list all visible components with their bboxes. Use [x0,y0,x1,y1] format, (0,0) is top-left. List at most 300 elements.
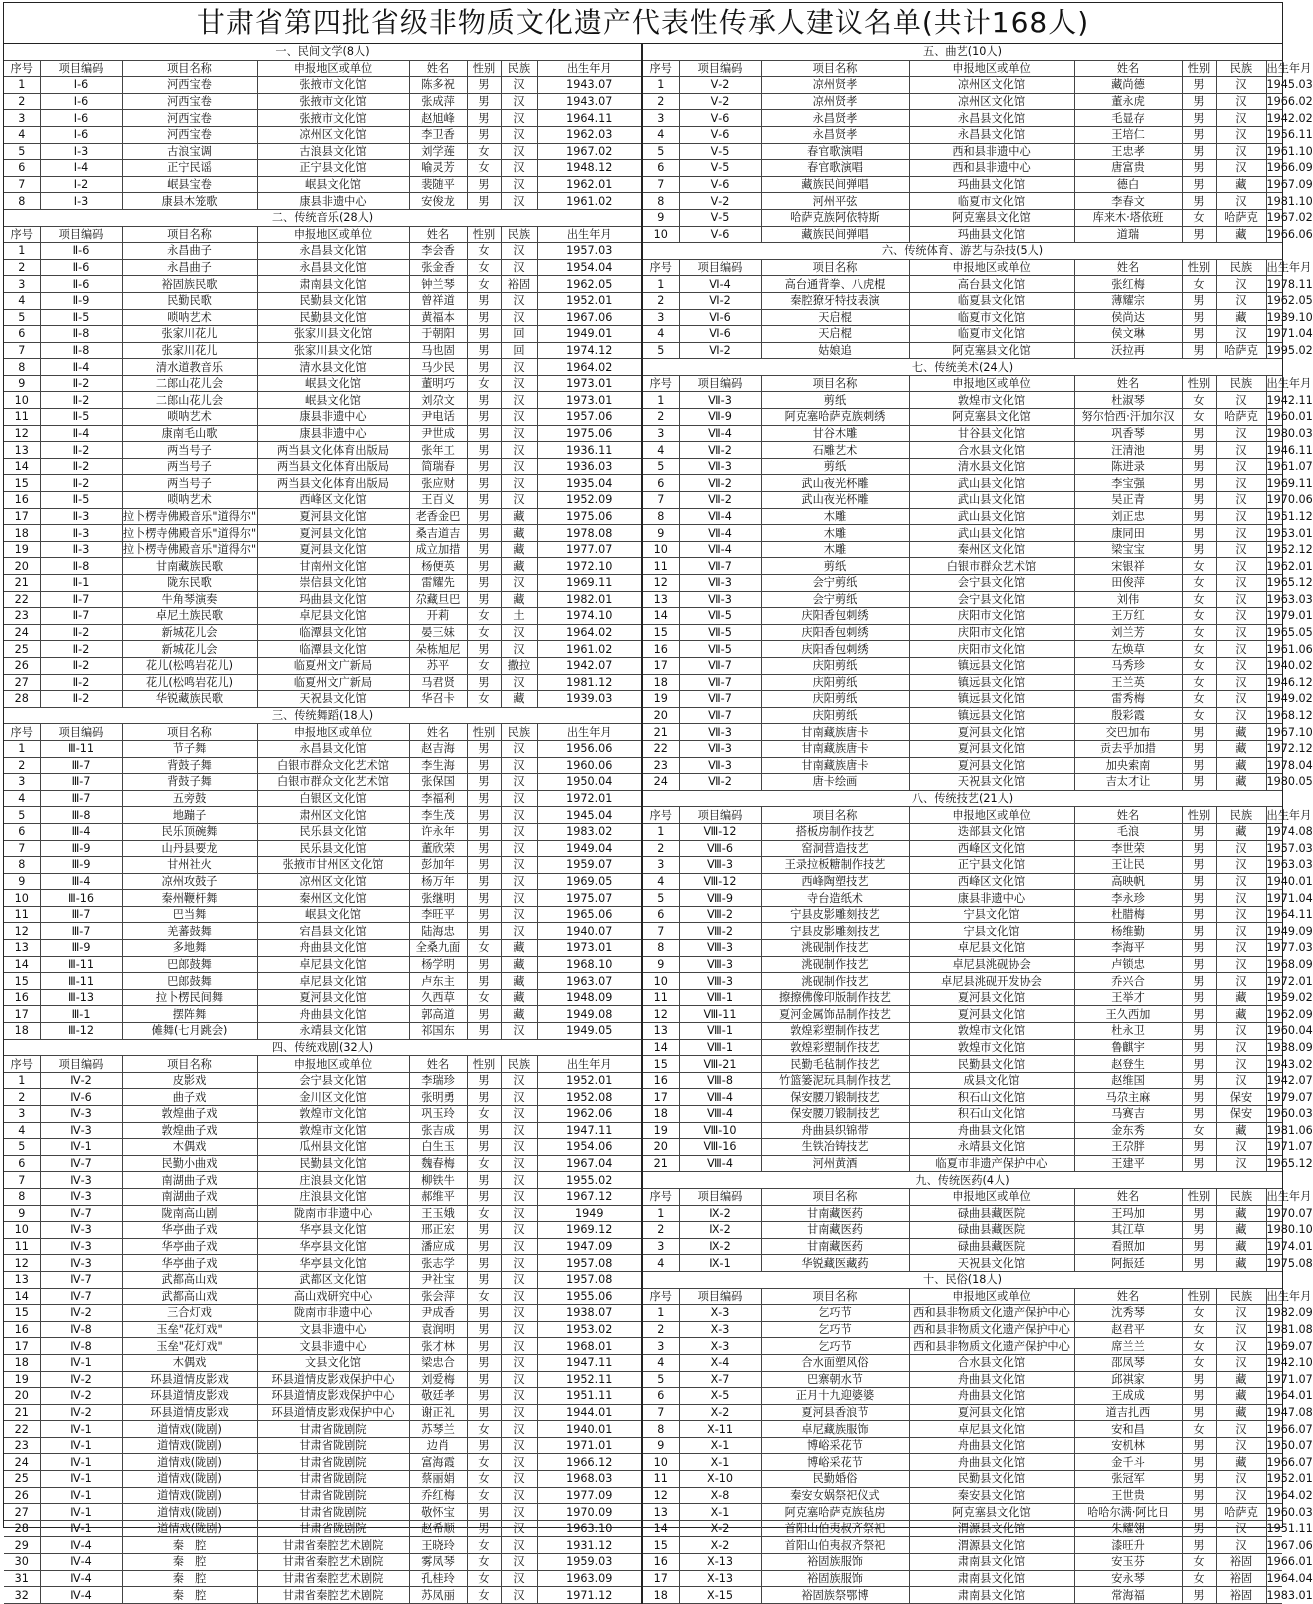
cell-ethnicity: 汉 [1216,558,1266,575]
cell-birth: 1964.04 [1266,1571,1313,1585]
cell-name: 全桑九面 [409,940,467,957]
document-title: 甘肃省第四批省级非物质文化遗产代表性传承人建议名单(共计168人) [4,3,1282,44]
cell-birth: 1944.01 [537,1404,641,1421]
cell-name: 赵君平 [1074,1321,1182,1338]
cell-project: 王录拉板糖制作技艺 [761,857,909,874]
cell-name: 吉太才让 [1074,774,1182,791]
table-row [643,1106,1282,1123]
cell-gender: 男 [1182,1155,1216,1172]
cell-ethnicity: 土 [501,608,537,625]
cell-index: 24 [4,624,40,641]
cell-index: 5 [4,807,40,824]
cell-index: 8 [4,359,40,376]
cell-birth: 1954.04 [537,259,641,276]
cell-project: 道情戏(陇剧) [122,1487,257,1504]
cell-index: 15 [643,1056,679,1073]
cell-gender: 男 [1182,1056,1216,1073]
cell-index: 1 [4,77,40,94]
column-header: 出生年月 [1266,808,1312,822]
cell-gender: 男 [467,973,501,990]
cell-index: 10 [4,1222,40,1239]
cell-project: 庆阳剪纸 [761,657,909,674]
section-title: 三、传统舞蹈(18人) [4,707,641,724]
cell-code: Ⅳ-8 [40,1321,122,1338]
cell-ethnicity: 汉 [501,77,537,94]
cell-gender: 男 [1182,176,1216,193]
cell-unit: 文县非遗中心 [257,1338,409,1355]
cell-ethnicity: 汉 [501,624,537,641]
cell-project: 秦 腔 [122,1554,257,1571]
cell-unit: 成县文化馆 [909,1072,1074,1089]
cell-ethnicity: 汉 [501,1222,537,1239]
cell-ethnicity: 藏 [1216,1404,1266,1421]
cell-code: Ⅶ-5 [679,624,761,641]
cell-gender: 女 [1182,624,1216,641]
cell-project: 庆阳剪纸 [761,674,909,691]
cell-code: Ⅱ-5 [40,309,122,326]
cell-code: Ⅶ-3 [679,458,761,475]
table-row [643,1155,1282,1172]
cell-project: 敦煌曲子戏 [122,1106,257,1123]
cell-index: 2 [643,409,679,426]
cell-index: 3 [643,1238,679,1255]
cell-name: 尹电话 [409,409,467,426]
cell-code: Ⅸ-1 [679,1255,761,1272]
cell-birth: 1965.06 [537,906,641,923]
cell-code: Ⅹ-13 [679,1554,761,1571]
cell-ethnicity: 藏 [1216,1122,1266,1139]
cell-ethnicity: 汉 [501,1072,537,1089]
cell-name: 喻灵芳 [409,160,467,177]
table-row [4,1487,641,1504]
cell-name: 潘应成 [409,1238,467,1255]
cell-project: 陇东民歌 [122,575,257,592]
cell-birth: 1962.09 [1266,1007,1313,1021]
cell-unit: 肃南县文化馆 [909,1587,1074,1604]
cell-code: Ⅷ-12 [679,873,761,890]
column-header: 性别 [467,60,501,77]
cell-birth: 1949.05 [537,1023,641,1040]
cell-ethnicity: 汉 [501,757,537,774]
cell-index: 5 [643,342,679,359]
cell-unit: 永昌县文化馆 [909,126,1074,143]
cell-project: 道情戏(陇剧) [122,1454,257,1471]
cell-gender: 男 [1182,906,1216,923]
cell-gender: 女 [467,1587,501,1604]
cell-code: Ⅳ-3 [40,1172,122,1189]
cell-project: 南湖曲子戏 [122,1172,257,1189]
cell-index: 14 [4,956,40,973]
table-row [4,890,641,907]
cell-name: 苏琴兰 [409,1421,467,1438]
cell-project: 花儿(松鸣岩花儿) [122,657,257,674]
cell-ethnicity: 藏 [501,591,537,608]
cell-ethnicity: 藏 [1216,1222,1266,1239]
cell-ethnicity: 藏 [1216,309,1266,326]
cell-index: 16 [4,989,40,1006]
cell-gender: 女 [467,1471,501,1488]
cell-birth: 1953.02 [537,1321,641,1338]
cell-gender: 男 [467,1388,501,1405]
column-header: 序号 [4,226,40,243]
cell-ethnicity: 汉 [501,1106,537,1123]
cell-index: 17 [4,508,40,525]
cell-ethnicity: 汉 [1216,906,1266,923]
cell-name: 苏平 [409,657,467,674]
cell-gender: 男 [467,1122,501,1139]
column-header: 性别 [1182,807,1216,824]
cell-project: 永昌贤孝 [761,110,909,127]
table-row [4,1587,641,1604]
section-heading-row [643,44,1282,60]
cell-birth: 1960.04 [1266,1024,1313,1038]
cell-index: 2 [643,1321,679,1338]
cell-code: Ⅷ-3 [679,857,761,874]
cell-name: 蔡丽娟 [409,1471,467,1488]
cell-unit: 渭源县文化馆 [909,1520,1074,1537]
cell-ethnicity: 汉 [1216,93,1266,110]
cell-code: Ⅱ-5 [40,409,122,426]
cell-project: 玉垒"花灯戏" [122,1338,257,1355]
cell-gender: 女 [1182,209,1216,226]
cell-code: Ⅹ-1 [679,1504,761,1521]
cell-project: 傩舞(七月跳会) [122,1023,257,1040]
cell-birth: 1967.02 [537,143,641,160]
table-row [4,1222,641,1239]
cell-unit: 甘肃省陇剧院 [257,1437,409,1454]
cell-gender: 男 [1182,475,1216,492]
cell-index: 24 [643,774,679,791]
table-row [4,193,641,210]
cell-gender: 男 [467,110,501,127]
cell-unit: 庄浪县文化馆 [257,1188,409,1205]
cell-birth: 1947.09 [537,1238,641,1255]
cell-unit: 甘肃省秦腔艺术剧院 [257,1537,409,1554]
table-row [4,1354,641,1371]
cell-code: Ⅷ-4 [679,1089,761,1106]
column-header: 项目名称 [761,60,909,77]
cell-birth: 1949 [537,1205,641,1222]
cell-birth: 1967.06 [1266,1538,1313,1552]
cell-unit: 甘肃省陇剧院 [257,1454,409,1471]
cell-gender: 男 [467,591,501,608]
cell-name: 侯尚达 [1074,309,1182,326]
cell-gender: 男 [1182,1487,1216,1504]
cell-project: 宁县皮影雕刻技艺 [761,906,909,923]
cell-code: Ⅹ-3 [679,1321,761,1338]
cell-code: Ⅰ-3 [40,143,122,160]
column-header-row [643,259,1282,276]
cell-gender: 女 [1182,641,1216,658]
column-header: 出生年月 [1266,377,1312,391]
cell-name: 巩香琴 [1074,425,1182,442]
cell-birth: 1972.12 [1266,742,1313,756]
cell-ethnicity: 保安 [1216,1106,1266,1123]
table-row [4,425,641,442]
cell-code: Ⅷ-16 [679,1139,761,1156]
cell-birth: 1974.08 [1266,825,1313,839]
cell-unit: 高台县文化馆 [909,276,1074,293]
cell-name: 李卫香 [409,126,467,143]
cell-gender: 女 [1182,1305,1216,1322]
cell-ethnicity: 汉 [501,458,537,475]
cell-name: 赵登生 [1074,1056,1182,1073]
cell-gender: 男 [1182,1471,1216,1488]
table-row [643,1587,1282,1604]
cell-unit: 夏河县文化馆 [257,525,409,542]
cell-project: 西峰陶塑技艺 [761,873,909,890]
cell-project: 会宁剪纸 [761,575,909,592]
cell-birth: 1948.12 [537,160,641,177]
column-header: 出生年月 [537,60,641,77]
cell-ethnicity: 汉 [1216,508,1266,525]
document-page [3,2,1313,1602]
cell-gender: 男 [467,956,501,973]
table-row [643,707,1282,724]
cell-gender: 男 [467,923,501,940]
cell-code: Ⅶ-2 [679,492,761,509]
cell-code: Ⅳ-1 [40,1354,122,1371]
cell-code: Ⅹ-2 [679,1404,761,1421]
cell-code: Ⅴ-2 [679,193,761,210]
table-row [643,276,1282,293]
cell-unit: 甘肃省陇剧院 [257,1520,409,1537]
cell-code: Ⅲ-12 [40,1023,122,1040]
cell-project: 春官歌演唱 [761,143,909,160]
cell-unit: 张掖市文化馆 [257,110,409,127]
cell-code: Ⅲ-4 [40,823,122,840]
cell-gender: 男 [1182,458,1216,475]
cell-gender: 男 [1182,973,1216,990]
cell-ethnicity: 哈萨克 [1216,209,1266,226]
cell-name: 张冠军 [1074,1471,1182,1488]
table-row [4,326,641,343]
section-title: 七、传统美术(24人) [643,359,1282,376]
cell-project: 秦州鞭杆舞 [122,890,257,907]
cell-gender: 男 [1182,292,1216,309]
cell-ethnicity: 汉 [1216,1520,1266,1537]
cell-index: 19 [643,691,679,708]
section-heading-row [4,209,641,226]
section-heading-row [643,1271,1282,1288]
column-header: 项目名称 [122,60,257,77]
cell-project: 藏族民间弹唱 [761,226,909,243]
cell-ethnicity: 汉 [501,1205,537,1222]
cell-project: 木偶戏 [122,1139,257,1156]
cell-gender: 女 [467,608,501,625]
cell-project: 擦擦佛像印版制作技艺 [761,989,909,1006]
cell-code: Ⅹ-7 [679,1371,761,1388]
cell-ethnicity: 汉 [501,1487,537,1504]
cell-index: 11 [4,906,40,923]
cell-name: 董永虎 [1074,93,1182,110]
cell-unit: 阿克塞县文化馆 [909,342,1074,359]
cell-name: 安俊龙 [409,193,467,210]
cell-ethnicity: 汉 [501,475,537,492]
cell-birth: 1940.07 [537,923,641,940]
cell-ethnicity: 汉 [1216,1305,1266,1322]
cell-unit: 舟曲县文化馆 [909,1388,1074,1405]
cell-birth: 1974.01 [1266,1240,1313,1254]
cell-birth: 1973.01 [537,940,641,957]
cell-index: 10 [643,973,679,990]
cell-ethnicity: 汉 [1216,77,1266,94]
cell-project: 清水道教音乐 [122,359,257,376]
cell-birth: 1964.11 [537,110,641,127]
cell-code: Ⅹ-1 [679,1454,761,1471]
cell-gender: 男 [1182,77,1216,94]
cell-index: 5 [643,890,679,907]
table-row [4,940,641,957]
cell-code: Ⅳ-4 [40,1570,122,1587]
cell-gender: 女 [1182,1321,1216,1338]
cell-ethnicity: 裕固 [1216,1554,1266,1571]
cell-project: 乞巧节 [761,1338,909,1355]
cell-birth: 1956.06 [537,740,641,757]
cell-name: 裴随平 [409,176,467,193]
cell-gender: 男 [1182,226,1216,243]
column-header: 申报地区或单位 [257,1056,409,1073]
cell-unit: 永昌县文化馆 [909,110,1074,127]
cell-name: 邵凤琴 [1074,1354,1182,1371]
table-row [4,1106,641,1123]
cell-code: Ⅸ-2 [679,1222,761,1239]
cell-birth: 1966.01 [1266,1555,1313,1569]
cell-name: 毛浪 [1074,823,1182,840]
cell-code: Ⅳ-1 [40,1487,122,1504]
cell-gender: 男 [467,1504,501,1521]
cell-unit: 康县非遗中心 [257,425,409,442]
cell-ethnicity: 汉 [501,575,537,592]
column-header: 序号 [643,375,679,392]
cell-ethnicity: 藏 [501,525,537,542]
cell-name: 黄福本 [409,309,467,326]
cell-gender: 男 [467,475,501,492]
cell-birth: 1972.10 [537,558,641,575]
table-row [643,508,1282,525]
cell-birth: 1964.11 [1266,908,1313,922]
cell-index: 7 [4,176,40,193]
cell-ethnicity: 汉 [1216,890,1266,907]
cell-index: 29 [4,1537,40,1554]
cell-name: 华召卡 [409,691,467,708]
cell-name: 库来木·塔依班 [1074,209,1182,226]
column-header: 民族 [501,226,537,243]
cell-unit: 西和县非遗中心 [909,160,1074,177]
cell-project: 寺台造纸术 [761,890,909,907]
cell-birth: 1936.03 [537,458,641,475]
column-header: 姓名 [409,1056,467,1073]
cell-birth: 1971.12 [537,1587,641,1604]
cell-code: Ⅳ-1 [40,1454,122,1471]
cell-ethnicity: 汉 [1216,392,1266,409]
table-row [4,641,641,658]
cell-name: 漆旺升 [1074,1537,1182,1554]
column-header: 姓名 [409,226,467,243]
cell-name: 刘伟 [1074,591,1182,608]
cell-ethnicity: 哈萨克 [1216,1504,1266,1521]
cell-ethnicity: 汉 [501,1504,537,1521]
cell-gender: 男 [1182,143,1216,160]
cell-gender: 男 [467,409,501,426]
cell-project: 天启棍 [761,309,909,326]
cell-project: 庆阳香包刺绣 [761,624,909,641]
column-header-row [4,1056,641,1073]
cell-name: 陈多祝 [409,77,467,94]
cell-ethnicity: 汉 [501,425,537,442]
cell-gender: 女 [1182,657,1216,674]
cell-birth: 1963.03 [1266,858,1313,872]
cell-name: 加央索南 [1074,757,1182,774]
cell-unit: 陇南市非遗中心 [257,1305,409,1322]
cell-ethnicity: 汉 [501,492,537,509]
cell-name: 马尕主麻 [1074,1089,1182,1106]
cell-ethnicity: 藏 [501,691,537,708]
cell-code: Ⅲ-9 [40,940,122,957]
cell-gender: 男 [1182,1205,1216,1222]
cell-ethnicity: 裕固 [1216,1587,1266,1604]
cell-index: 18 [643,1106,679,1123]
cell-gender: 女 [1182,1570,1216,1587]
cell-name: 邱祺家 [1074,1371,1182,1388]
cell-gender: 男 [1182,774,1216,791]
cell-birth: 1953.01 [1266,526,1313,540]
cell-unit: 武山县文化馆 [909,475,1074,492]
cell-name: 李春文 [1074,193,1182,210]
column-header-row [4,724,641,741]
cell-birth: 1969.07 [1266,1339,1313,1353]
cell-code: Ⅳ-1 [40,1421,122,1438]
column-header: 项目编码 [40,60,122,77]
cell-code: Ⅵ-6 [679,309,761,326]
cell-unit: 白银市群众艺术馆 [909,558,1074,575]
cell-gender: 男 [467,193,501,210]
cell-gender: 男 [1182,956,1216,973]
cell-gender: 女 [1182,392,1216,409]
cell-birth: 1971.07 [1266,1372,1313,1386]
cell-unit: 夏河县文化馆 [257,989,409,1006]
cell-gender: 女 [1182,1122,1216,1139]
cell-ethnicity: 汉 [501,1371,537,1388]
cell-index: 2 [643,93,679,110]
cell-name: 成立加措 [409,541,467,558]
cell-index: 23 [4,1437,40,1454]
table-row [643,558,1282,575]
cell-index: 8 [4,193,40,210]
cell-index: 1 [643,77,679,94]
cell-unit: 舟曲县文化馆 [257,1006,409,1023]
cell-ethnicity: 汉 [1216,541,1266,558]
cell-project: 二郎山花儿会 [122,375,257,392]
cell-project: 藏族民间弹唱 [761,176,909,193]
cell-project: 河西宝卷 [122,110,257,127]
cell-birth: 1964.01 [1266,1389,1313,1403]
cell-ethnicity: 汉 [1216,193,1266,210]
cell-birth: 1960.06 [537,757,641,774]
cell-name: 努尔恰西·汗加尔汉 [1074,409,1182,426]
cell-project: 凉州攻鼓子 [122,873,257,890]
cell-birth: 1951.11 [1266,1522,1313,1536]
cell-gender: 男 [467,1255,501,1272]
cell-ethnicity: 汉 [1216,923,1266,940]
column-header: 申报地区或单位 [909,259,1074,276]
column-header: 民族 [501,724,537,741]
cell-unit: 肃南县文化馆 [909,1570,1074,1587]
column-header: 出生年月 [1266,1190,1312,1204]
table-row [4,160,641,177]
cell-code: Ⅹ-13 [679,1570,761,1587]
table-row [4,1471,641,1488]
